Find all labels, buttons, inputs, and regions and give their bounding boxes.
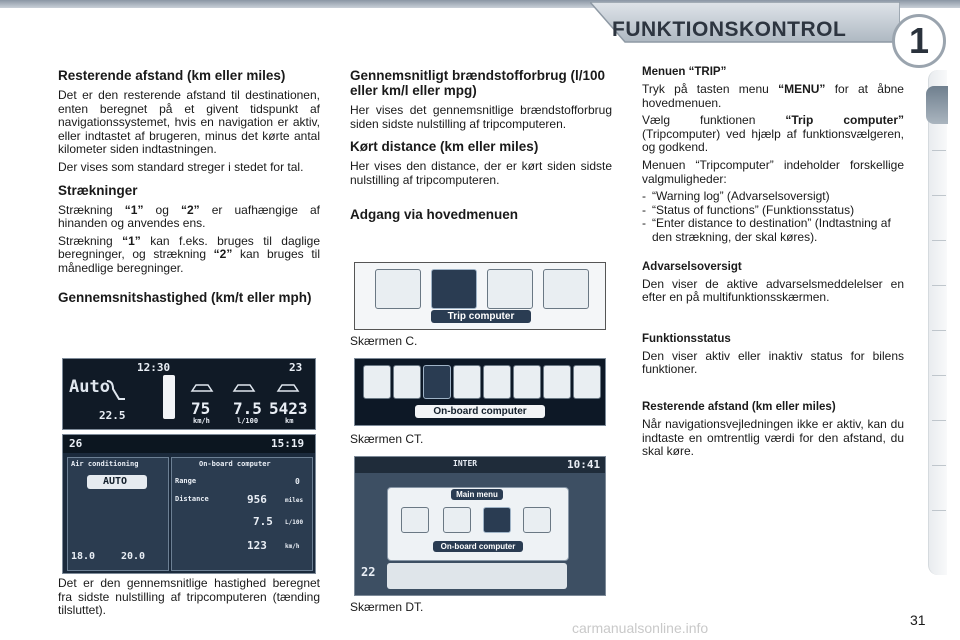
screen-ct-icon bbox=[393, 365, 421, 399]
strip-divider bbox=[932, 150, 946, 151]
dash-avg-consumption: 7.5 bbox=[233, 399, 262, 418]
ct-temp: 26 bbox=[69, 437, 83, 450]
section-title-warning-log: Advarselsoversigt bbox=[642, 260, 742, 273]
page-number: 31 bbox=[910, 612, 926, 628]
strip-divider bbox=[932, 420, 946, 421]
dash-distance: 5423 bbox=[269, 399, 308, 418]
paragraph: Det er den resterende afstand til destinationen, enten beregnet på et givent tidspunkt af navigationssystemet, hvis en navigation er aktiv, eller indtastet af brugeren, minus det kørte antal kilometer siden indtastningen. bbox=[58, 88, 320, 157]
dt-icon bbox=[443, 507, 471, 533]
screen-c-image bbox=[354, 262, 606, 330]
ct-row-value: 0 bbox=[295, 477, 300, 486]
chapter-tab-active[interactable] bbox=[926, 86, 948, 124]
paragraph: Der vises som standard streger i stedet for tal. bbox=[58, 159, 304, 174]
column-1 bbox=[58, 68, 320, 311]
ct-row-label: Distance bbox=[175, 495, 209, 503]
section-title-main-menu-access: Adgang via hovedmenuen bbox=[350, 207, 519, 223]
strip-divider bbox=[932, 510, 946, 511]
watermark: carmanualsonline.info bbox=[572, 620, 709, 636]
screen-ct-icon-selected bbox=[423, 365, 451, 399]
list-item: - “Enter distance to destination” (Indtastning af den strækning, der skal køres). bbox=[642, 217, 904, 244]
dash-avg-speed: 75 bbox=[191, 399, 211, 418]
dt-icon-selected bbox=[483, 507, 511, 533]
seat-icon bbox=[99, 377, 129, 407]
paragraph: Menuen “Tripcomputer” indeholder forskellige valgmuligheder: bbox=[642, 157, 904, 186]
chapter-tab-strip bbox=[928, 70, 947, 575]
screen-c-icon bbox=[543, 269, 589, 309]
ct-display-image bbox=[62, 434, 316, 574]
dash-unit: km/h bbox=[193, 417, 210, 425]
paragraph: Den viser aktiv eller inaktiv status for bilens funktioner. bbox=[642, 348, 904, 377]
ct-left-title: Air conditioning bbox=[71, 460, 139, 468]
screen-ct-icon bbox=[483, 365, 511, 399]
screen-c-label: Trip computer bbox=[431, 310, 531, 323]
screen-ct-icon bbox=[363, 365, 391, 399]
trip-options-list bbox=[642, 190, 904, 244]
ct-row-unit: L/100 bbox=[285, 519, 304, 526]
strip-divider bbox=[932, 465, 946, 466]
strip-divider bbox=[932, 285, 946, 286]
page-title: FUNKTIONSKONTROL bbox=[612, 18, 847, 41]
dash-temp: 23 bbox=[289, 361, 303, 374]
ct-row-value: 123 bbox=[247, 539, 267, 552]
strip-divider bbox=[932, 195, 946, 196]
ct-auto-label: AUTO bbox=[103, 476, 128, 487]
dash-unit: l/100 bbox=[237, 417, 259, 425]
section-title-stretches: Strækninger bbox=[58, 182, 138, 198]
dash-display-image bbox=[62, 358, 316, 430]
strip-divider bbox=[932, 240, 946, 241]
section-title-driven-distance: Kørt distance (km eller miles) bbox=[350, 139, 539, 155]
section-title-average-speed: Gennemsnitshastighed (km/t eller mph) bbox=[58, 289, 312, 305]
screen-ct-label: On-board computer bbox=[415, 405, 545, 418]
dt-icon bbox=[401, 507, 429, 533]
dt-icon bbox=[523, 507, 551, 533]
section-title-remaining-distance: Resterende afstand (km eller miles) bbox=[58, 68, 286, 83]
dt-side-value: 22 bbox=[361, 565, 376, 579]
dash-unit: km bbox=[285, 417, 294, 425]
paragraph: Tryk på tasten menu “MENU” for at åbne hovedmenuen. bbox=[642, 82, 904, 110]
section-title-remaining-distance-input: Resterende afstand (km eller miles) bbox=[642, 400, 836, 413]
screen-ct-icon bbox=[453, 365, 481, 399]
screen-c-icon-selected bbox=[431, 269, 477, 309]
list-item: - “Status of functions” (Funktionsstatus) bbox=[642, 204, 904, 218]
dash-mode: Auto bbox=[69, 377, 110, 397]
screen-dt-image bbox=[354, 456, 606, 596]
ct-right-panel bbox=[171, 457, 313, 571]
dt-time: 10:41 bbox=[567, 458, 601, 471]
paragraph: Strækning “1” kan f.eks. bruges til daglige beregninger, og strækning “2” kan bruges til månedlige beregninger. bbox=[58, 233, 320, 275]
dash-time: 12:30 bbox=[137, 361, 171, 374]
ct-temp-right: 20.0 bbox=[121, 551, 146, 562]
caption-screen-dt: Skærmen DT. bbox=[350, 600, 424, 614]
ct-right-title: On-board computer bbox=[199, 460, 271, 468]
screen-ct-icon bbox=[513, 365, 541, 399]
dash-small-value: 22.5 bbox=[99, 409, 126, 422]
ct-row-label: Range bbox=[175, 477, 197, 485]
ct-row-unit: miles bbox=[285, 497, 304, 504]
screen-c-icon bbox=[375, 269, 421, 309]
dt-menu-title: Main menu bbox=[451, 489, 503, 500]
column-1-footer bbox=[58, 577, 320, 622]
paragraph: Vælg funktionen “Trip computer” (Tripcomputer) ved hjælp af funktionsvælgeren, og godkend. bbox=[642, 113, 904, 155]
ct-temp-left: 18.0 bbox=[71, 551, 96, 562]
dash-gauge bbox=[163, 375, 175, 419]
caption-screen-c: Skærmen C. bbox=[350, 334, 418, 348]
dt-selected-label: On-board computer bbox=[433, 541, 523, 552]
dt-bottom-icons bbox=[387, 563, 567, 589]
dt-top-label: INTER bbox=[453, 459, 478, 468]
section-title-function-status: Funktionsstatus bbox=[642, 332, 731, 345]
paragraph: Når navigationsvejledningen ikke er aktiv, kan du indtaste en omtrentlig værdi for den afstand, du skal køre. bbox=[642, 416, 904, 459]
section-title-trip-menu: Menuen “TRIP” bbox=[642, 66, 727, 78]
caption-screen-ct: Skærmen CT. bbox=[350, 432, 424, 446]
paragraph: Strækning “1” og “2” er uafhængige af hinanden og anvendes ens. bbox=[58, 202, 320, 231]
list-item: - “Warning log” (Advarselsoversigt) bbox=[642, 190, 904, 204]
paragraph: Her vises den distance, der er kørt siden sidste nulstilling af tripcomputeren. bbox=[350, 159, 612, 187]
ct-row-unit: km/h bbox=[285, 543, 300, 550]
screen-ct-icon bbox=[573, 365, 601, 399]
ct-row-value: 956 bbox=[247, 493, 267, 506]
car-icon bbox=[188, 377, 313, 397]
section-title-avg-consumption: Gennemsnitligt brændstofforbrug (l/100 eller km/l eller mpg) bbox=[350, 68, 606, 98]
column-2 bbox=[350, 68, 612, 228]
paragraph: Den viser de aktive advarselsmeddelelser en efter en på multifunktionsskærmen. bbox=[642, 276, 904, 305]
ct-row-value: 7.5 bbox=[253, 515, 273, 528]
paragraph: Det er den gennemsnitlige hastighed beregnet fra sidste nulstilling af tripcomputeren (tænding tilsluttet). bbox=[58, 576, 320, 618]
ct-time: 15:19 bbox=[271, 437, 305, 450]
screen-ct-image bbox=[354, 358, 606, 426]
screen-ct-icon bbox=[543, 365, 571, 399]
screen-c-icon bbox=[487, 269, 533, 309]
strip-divider bbox=[932, 375, 946, 376]
paragraph: Her vises det gennemsnitlige brændstofforbrug siden sidste nulstilling af tripcomputeren. bbox=[350, 103, 612, 131]
strip-divider bbox=[932, 330, 946, 331]
chapter-number: 1 bbox=[892, 14, 946, 68]
column-3 bbox=[642, 66, 904, 463]
